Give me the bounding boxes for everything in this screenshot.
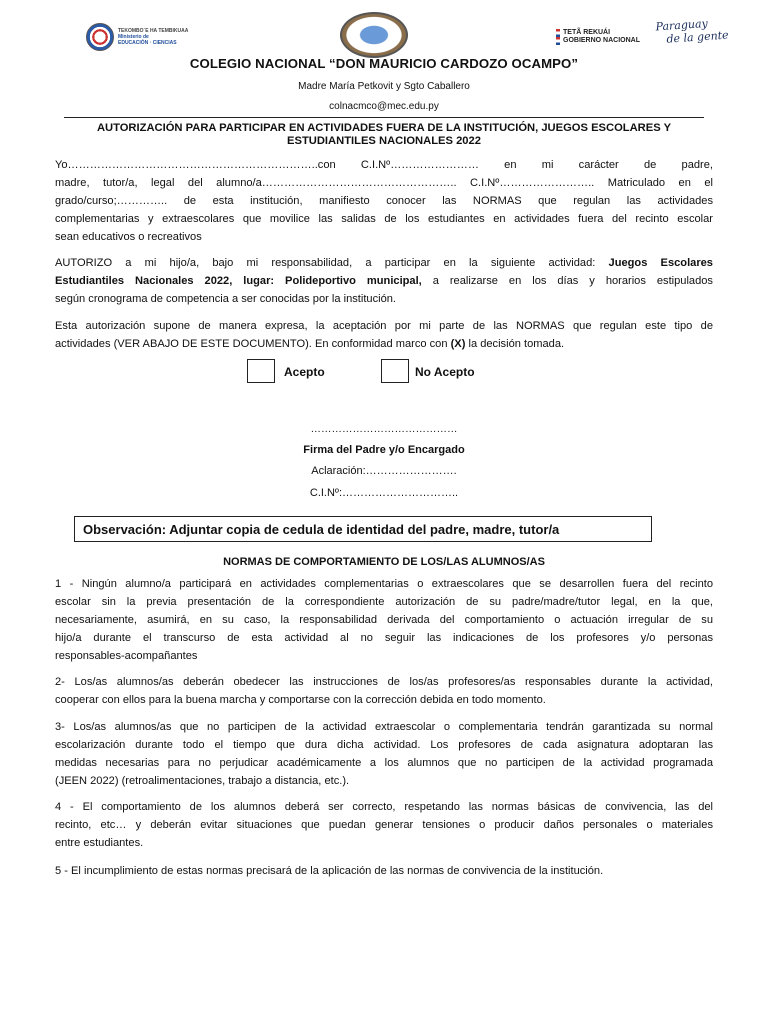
norma-line: hijo/a durante el transcurso de esta actividad al no seguir las indicaciones de los profesores y/o personas: [55, 632, 713, 644]
norma-line: (JEEN 2022) (retroalimentaciones, trabajo a distancia, etc.).: [55, 775, 350, 787]
paragraph-text: AUTORIZO a mi hijo/a, bajo mi responsabilidad, a participar en la siguiente actividad:: [55, 257, 609, 269]
gobierno-logo: [556, 29, 640, 45]
flag-icon: [556, 37, 560, 45]
observation-box: Observación: Adjuntar copia de cedula de identidad del padre, madre, tutor/a: [74, 516, 652, 542]
paragraph-line: Esta autorización supone de manera expresa, la aceptación por mi parte de las NORMAS que regulan este tipo de: [55, 320, 713, 332]
school-email: colnacmco@mec.edu.py: [329, 101, 439, 112]
paragraph-declaration: [55, 156, 713, 246]
norma-line: 5 - El incumplimiento de estas normas precisará de la aplicación de las normas de convivencia de la institución.: [55, 865, 604, 877]
mark-symbol: (X): [450, 338, 466, 350]
national-seal-icon: [86, 23, 114, 51]
paragraph-line: según cronograma de competencia a ser conocidas por la institución.: [55, 293, 397, 305]
paragraph-acceptance: [55, 317, 713, 353]
norma-line: recinto, etc… y deberán evitar situaciones que puedan generar tensiones o producir daños personales o materiales: [55, 819, 713, 831]
paragraph-authorization: [55, 254, 713, 308]
reject-label: No Acepto: [415, 365, 475, 379]
paragraph-line: sean educativos o recreativos: [55, 231, 202, 243]
norma-line: 3- Los/as alumnos/as que no participen de la actividad extraescolar o complementaria tendrán garantizada su normal: [55, 721, 713, 733]
norma-line: 4 - El comportamiento de los alumnos deberá ser correcto, respetando las normas básicas de convivencia, las del: [55, 801, 713, 813]
header-divider: [64, 117, 704, 118]
norma-line: escolar sin la previa presentación de la correspondiente autorización de su padre/madre/tutor legal, en la que,: [55, 596, 713, 608]
activity-name: Juegos Escolares: [608, 257, 713, 269]
activity-location: Estudiantiles Nacionales 2022, lugar: Polideportivo municipal,: [55, 275, 422, 287]
cin-field: C.I.Nº:…………………………..: [309, 487, 459, 499]
document-title: AUTORIZACIÓN PARA PARTICIPAR EN ACTIVIDADES FUERA DE LA INSTITUCIÓN, JUEGOS ESCOLARES Y ESTUDIANTILES NACIONALES 2022: [96, 122, 672, 147]
school-name: COLEGIO NACIONAL “DON MAURICIO CARDOZO OCAMPO”: [189, 56, 579, 71]
paragraph-text: la decisión tomada.: [465, 338, 565, 350]
accept-label: Acepto: [284, 365, 325, 379]
slogan-line: de la gente: [666, 28, 730, 46]
paragraph-line: Yo…………………………………………………………..con C.I.Nº…………………… en mi carácter de padre,: [55, 159, 713, 171]
signature-label: Firma del Padre y/o Encargado: [303, 444, 465, 456]
reject-checkbox[interactable]: [381, 359, 409, 383]
gob-logo-line: TETÃ REKUÁI: [563, 29, 611, 36]
norma-line: 2- Los/as alumnos/as deberán obedecer las instrucciones de los/as profesores/as responsables durante la actividad,: [55, 676, 713, 688]
norma-line: entre estudiantes.: [55, 837, 144, 849]
gob-logo-line: GOBIERNO NACIONAL: [563, 37, 640, 44]
accept-checkbox[interactable]: [247, 359, 275, 383]
mec-logo: [86, 22, 206, 52]
norma-2: [55, 673, 713, 709]
paragraph-line: complementarias y extraescolares que movilice las salidas de los estudiantes en actividades fuera del recinto escolar: [55, 213, 713, 225]
norma-line: necesariamente, asumirá, en su caso, la responsabilidad derivada del comportamiento o actuación irregular de su: [55, 614, 713, 626]
school-address: Madre María Petkovit y Sgto Caballero: [298, 81, 470, 92]
norma-line: cooperar con ellos para la buena marcha y comportarse con la corrección debida en todo momento.: [55, 694, 546, 706]
mec-logo-line: EDUCACIÓN · CIENCIAS: [118, 40, 177, 46]
signature-line: ……………………………………: [310, 423, 458, 435]
slogan-line: Paraguay: [655, 16, 709, 34]
norma-line: escolarización durante todo el tiempo que dura dicha actividad. Los profesores de cada asignatura adoptaran las: [55, 739, 713, 751]
flag-icon: [556, 29, 560, 37]
norma-3: [55, 718, 713, 790]
mec-logo-line: Ministerio de: [118, 34, 149, 40]
norma-4: [55, 798, 713, 852]
norma-line: medidas necesarias para no perjudicar académicamente a los alumnos que no participen de la actividad programada: [55, 757, 713, 769]
paragraph-text: actividades (VER ABAJO DE ESTE DOCUMENTO). En conformidad marco con: [55, 338, 451, 350]
norma-line: 1 - Ningún alumno/a participará en actividades complementarias o extraescolares que se desarrollen fuera del recinto: [55, 578, 713, 590]
norma-5: [55, 862, 713, 880]
aclaracion-field: Aclaración:…………………….: [311, 465, 457, 477]
norma-1: [55, 575, 713, 665]
school-crest-icon: [340, 12, 408, 58]
mec-logo-line: TEKOMBO´E HA TEMBIKUAA: [118, 28, 189, 34]
normas-title: NORMAS DE COMPORTAMIENTO DE LOS/LAS ALUMNOS/AS: [223, 556, 545, 568]
paragraph-line: grado/curso;………….. de esta institución, manifiesto conocer las NORMAS que regulan las actividades: [55, 195, 713, 207]
slogan-logo: [655, 16, 729, 47]
norma-line: responsables-acompañantes: [55, 650, 198, 662]
paragraph-line: madre, tutor/a, legal del alumno/a…………………………………………….. C.I.Nº…………………….. Matriculado en el: [55, 177, 713, 189]
paragraph-text: a realizarse en los días y horarios estipulados: [421, 275, 713, 287]
